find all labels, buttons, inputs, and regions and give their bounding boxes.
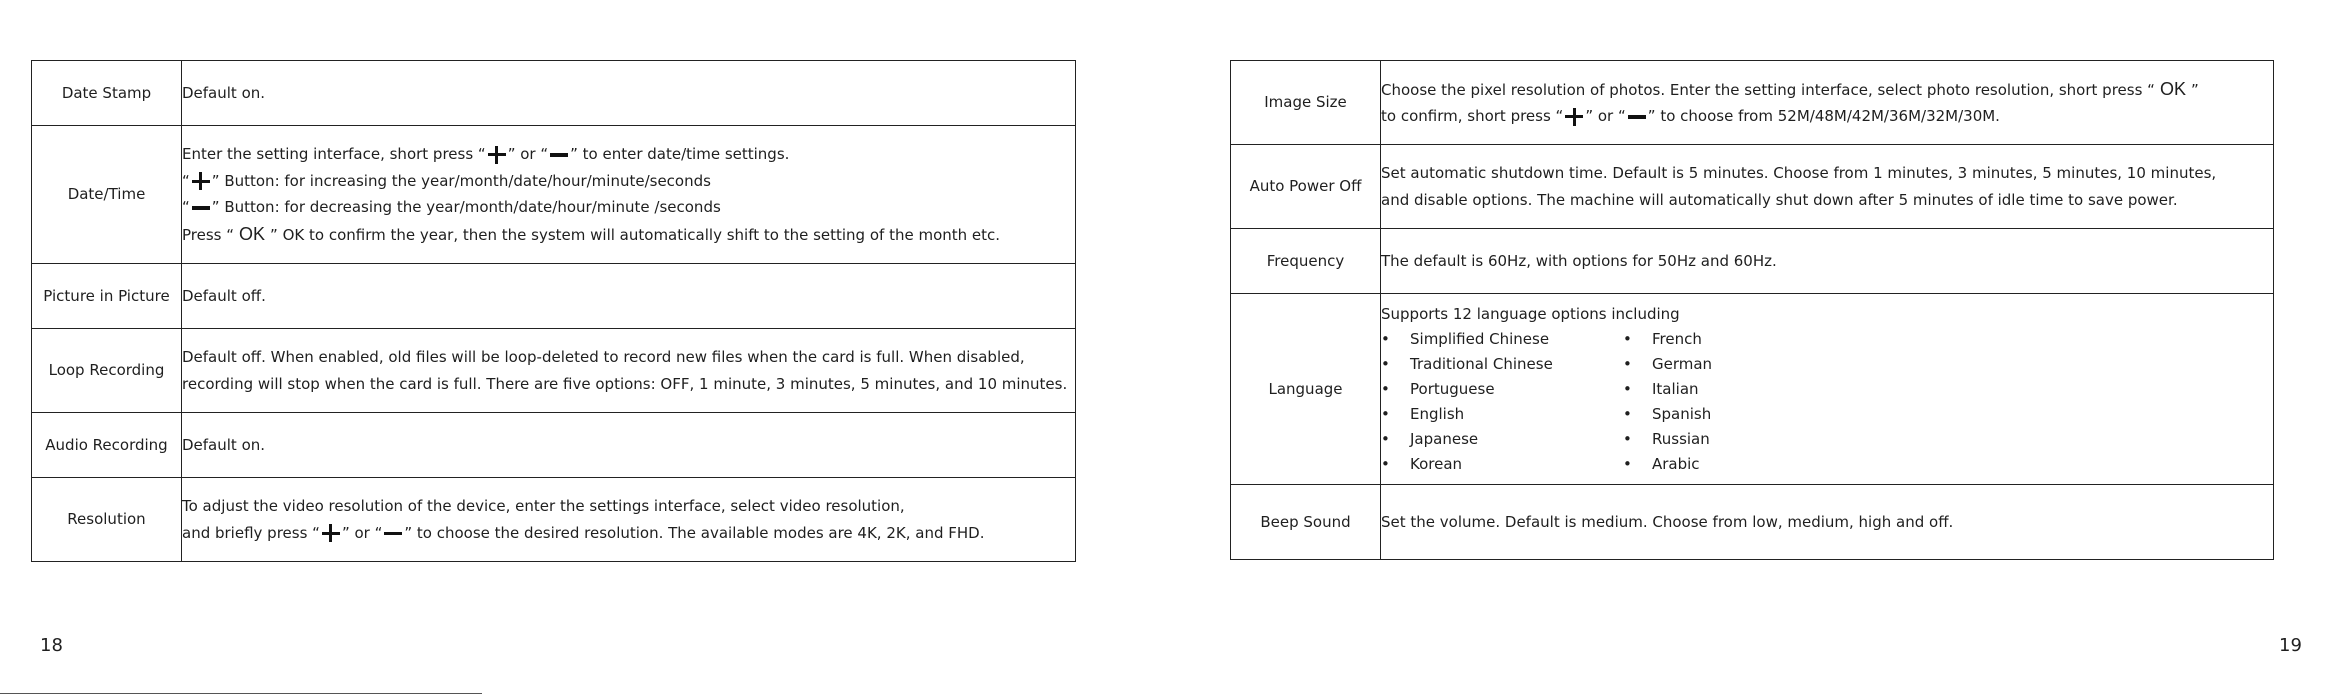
language-column — [1623, 327, 1865, 477]
bullet-icon: • — [1623, 329, 1632, 348]
description-line — [182, 194, 1075, 221]
page-number: 19 — [2279, 635, 2302, 656]
setting-description: Set the volume. Default is medium. Choose from low, medium, high and off. — [1381, 485, 2274, 560]
bullet-icon: • — [1381, 329, 1390, 348]
setting-name: Image Size — [1231, 61, 1381, 145]
bullet-icon: • — [1623, 429, 1632, 448]
table-row — [1231, 61, 2274, 145]
text-segment: Press “ — [182, 225, 235, 244]
text-segment: Enter the setting interface, short press “ — [182, 145, 486, 163]
text-segment: ” Button: for decreasing the year/month/date/hour/minute /seconds — [211, 198, 721, 216]
text-segment: ” — [2190, 80, 2199, 99]
description-line: and disable options. The machine will automatically shut down after 5 minutes of idle time to save power. — [1381, 190, 2178, 209]
language-name: Simplified Chinese — [1410, 329, 1550, 348]
bullet-icon: • — [1381, 379, 1390, 398]
text-segment: “ — [182, 198, 190, 216]
language-intro: Supports 12 language options including — [1381, 304, 1680, 323]
bullet-icon: • — [1381, 404, 1390, 423]
minus-button-icon — [384, 524, 402, 542]
text-segment: ” or “ — [341, 523, 383, 542]
language-name: Japanese — [1410, 429, 1479, 448]
setting-description — [1381, 61, 2274, 145]
language-item — [1623, 377, 1865, 402]
description-line — [182, 141, 1075, 168]
setting-description — [182, 478, 1076, 562]
description-line — [182, 520, 1075, 547]
text-segment: ” OK to confirm the year, then the system will automatically shift to the setting of the month etc. — [270, 225, 1001, 244]
plus-button-icon — [322, 524, 340, 542]
language-item — [1381, 352, 1623, 377]
description-line — [182, 168, 1075, 195]
bullet-icon: • — [1623, 354, 1632, 373]
bullet-icon: • — [1381, 454, 1390, 473]
language-item — [1623, 327, 1865, 352]
description-line — [1381, 76, 2273, 104]
bullet-icon: • — [1381, 354, 1390, 373]
setting-name: Language — [1231, 294, 1381, 485]
table-row — [32, 329, 1076, 413]
description-line — [1381, 103, 2273, 130]
ok-button-label: OK — [239, 223, 266, 244]
description-line: Default off. When enabled, old files will be loop-deleted to record new files when the card is full. When disabled, — [182, 348, 1025, 366]
text-segment: and briefly press “ — [182, 523, 320, 542]
page-number: 18 — [40, 635, 63, 656]
table-row — [32, 478, 1076, 562]
text-segment: ” or “ — [1585, 107, 1626, 125]
table-row — [32, 126, 1076, 264]
minus-button-icon — [192, 199, 210, 217]
setting-description — [182, 126, 1076, 264]
setting-name: Auto Power Off — [1231, 145, 1381, 229]
plus-button-icon — [192, 172, 210, 190]
language-item — [1381, 427, 1623, 452]
setting-name: Resolution — [32, 478, 182, 562]
text-segment: ” to choose from 52M/48M/42M/36M/32M/30M. — [1647, 107, 2000, 125]
table-row — [1231, 145, 2274, 229]
minus-button-icon — [550, 146, 568, 164]
language-name: Italian — [1652, 379, 1699, 398]
setting-description: Default on. — [182, 413, 1076, 478]
text-segment: “ — [182, 171, 190, 190]
language-item — [1381, 327, 1623, 352]
setting-description: Default off. — [182, 264, 1076, 329]
text-segment: ” or “ — [507, 145, 549, 163]
language-item — [1381, 377, 1623, 402]
plus-button-icon — [1565, 108, 1583, 126]
setting-description: The default is 60Hz, with options for 50Hz and 60Hz. — [1381, 229, 2274, 294]
description-line: recording will stop when the card is full. There are five options: OFF, 1 minute, 3 minutes, 5 minutes, and 10 minutes. — [182, 374, 1068, 393]
setting-description — [1381, 145, 2274, 229]
language-list — [1381, 327, 2273, 477]
language-name: German — [1652, 354, 1713, 373]
table-row — [32, 264, 1076, 329]
language-name: Russian — [1652, 429, 1710, 448]
language-item — [1381, 402, 1623, 427]
ok-button-label: OK — [2159, 78, 2186, 99]
table-row — [1231, 294, 2274, 485]
language-name: Korean — [1410, 454, 1463, 473]
setting-name: Beep Sound — [1231, 485, 1381, 560]
text-segment: Choose the pixel resolution of photos. Enter the setting interface, select photo resolution, short press “ — [1381, 80, 2155, 99]
setting-name: Picture in Picture — [32, 264, 182, 329]
bullet-icon: • — [1623, 454, 1632, 473]
text-segment: ” to choose the desired resolution. The available modes are 4K, 2K, and FHD. — [404, 523, 985, 542]
language-name: Traditional Chinese — [1410, 354, 1553, 373]
language-item — [1623, 427, 1865, 452]
settings-table-left — [31, 60, 1076, 562]
language-name: English — [1410, 404, 1465, 423]
setting-name: Date/Time — [32, 126, 182, 264]
language-name: Portuguese — [1410, 379, 1495, 398]
language-name: French — [1652, 329, 1702, 348]
description-line: Set automatic shutdown time. Default is 5 minutes. Choose from 1 minutes, 3 minutes, 5 minutes, 10 minutes, — [1381, 164, 2217, 182]
setting-description — [1381, 294, 2274, 485]
language-name: Spanish — [1652, 404, 1712, 423]
table-row — [32, 413, 1076, 478]
text-segment: ” to enter date/time settings. — [570, 145, 790, 163]
description-line: To adjust the video resolution of the device, enter the settings interface, select video resolution, — [182, 497, 905, 515]
text-segment: ” Button: for increasing the year/month/date/hour/minute/seconds — [211, 171, 711, 190]
bullet-icon: • — [1623, 379, 1632, 398]
settings-table-right — [1230, 60, 2274, 560]
bullet-icon: • — [1623, 404, 1632, 423]
bullet-icon: • — [1381, 429, 1390, 448]
setting-name: Date Stamp — [32, 61, 182, 126]
plus-button-icon — [488, 146, 506, 164]
setting-description: Default on. — [182, 61, 1076, 126]
language-item — [1623, 352, 1865, 377]
table-row — [1231, 485, 2274, 560]
description-line — [182, 221, 1075, 249]
language-column — [1381, 327, 1623, 477]
language-name: Arabic — [1652, 454, 1700, 473]
text-segment: to confirm, short press “ — [1381, 107, 1564, 125]
minus-button-icon — [1628, 108, 1646, 126]
table-row — [1231, 229, 2274, 294]
setting-name: Audio Recording — [32, 413, 182, 478]
language-item — [1623, 452, 1865, 477]
setting-description — [182, 329, 1076, 413]
language-item — [1381, 452, 1623, 477]
setting-name: Frequency — [1231, 229, 1381, 294]
language-item — [1623, 402, 1865, 427]
table-row — [32, 61, 1076, 126]
setting-name: Loop Recording — [32, 329, 182, 413]
